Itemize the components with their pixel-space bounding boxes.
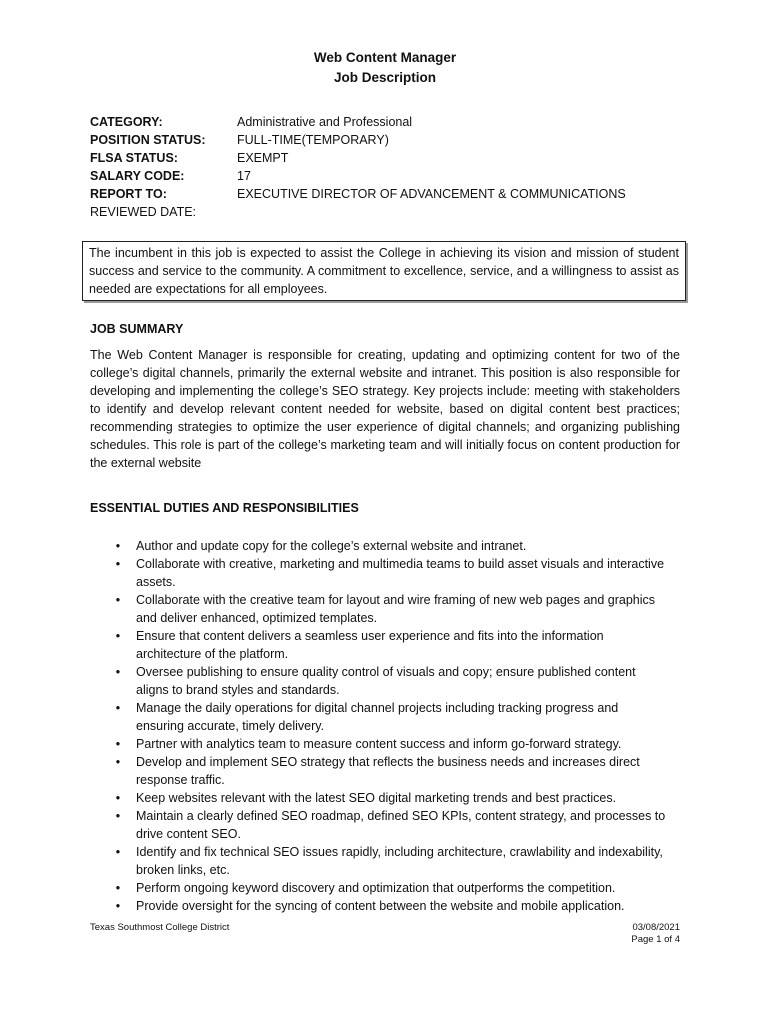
meta-value: EXECUTIVE DIRECTOR OF ADVANCEMENT & COMMUNICATIONS [237,187,626,201]
meta-value [237,203,690,221]
duty-text: Partner with analytics team to measure content success and inform go-forward strategy. [136,737,622,751]
bullet-icon: • [115,737,121,751]
list-item [90,591,666,627]
title-block [0,48,770,88]
footer-date: 03/08/2021 [632,922,680,933]
bullet-icon: • [115,755,121,769]
job-summary-text: The Web Content Manager is responsible for creating, updating and optimizing content for two of the college’s digital channels, primarily the external website and intranet. This position is also responsible for developing and implementing the college’s SEO strategy. Key projects include: meeting with stakeholders to identify and develop relevant content needed for website, based on digital content best practices; recommending strategies to optimize the user experience of digital channels; and organizing publishing schedules. This role is part of the college’s marketing team and will initially focus on content production for the external website [90,348,680,470]
meta-label: CATEGORY: [90,115,163,129]
list-item [90,663,666,699]
job-meta-table [90,113,690,221]
duty-text: Collaborate with creative, marketing and multimedia teams to build asset visuals and interactive assets. [136,557,665,589]
duty-text: Perform ongoing keyword discovery and optimization that outperforms the competition. [136,881,616,895]
bullet-icon: • [115,791,121,805]
meta-label: REPORT TO: [90,187,167,201]
duties-heading: ESSENTIAL DUTIES AND RESPONSIBILITIES [90,501,359,515]
duty-text: Provide oversight for the syncing of content between the website and mobile application. [136,899,625,913]
footer-right-block [560,922,680,946]
meta-label: FLSA STATUS: [90,151,178,165]
duty-text: Author and update copy for the college’s external website and intranet. [136,539,527,553]
duty-text: Identify and fix technical SEO issues rapidly, including architecture, crawlability and indexability, broken links, etc. [136,845,663,877]
duty-text: Manage the daily operations for digital channel projects including tracking progress and ensuring accurate, timely delivery. [136,701,619,733]
duty-text: Collaborate with the creative team for layout and wire framing of new web pages and graphics and deliver enhanced, optimized templates. [136,593,656,625]
bullet-icon: • [115,629,121,643]
meta-value: EXEMPT [237,151,289,165]
duty-text: Oversee publishing to ensure quality control of visuals and copy; ensure published content aligns to brand styles and standards. [136,665,636,697]
list-item [90,699,666,735]
bullet-icon: • [115,539,121,553]
meta-value: FULL-TIME(TEMPORARY) [237,133,389,147]
duty-text: Develop and implement SEO strategy that reflects the business needs and increases direct response traffic. [136,755,640,787]
duty-text: Keep websites relevant with the latest SEO digital marketing trends and best practices. [136,791,617,805]
meta-label: SALARY CODE: [90,169,185,183]
duty-text: Maintain a clearly defined SEO roadmap, defined SEO KPIs, content strategy, and processes to drive content SEO. [136,809,666,841]
meta-value: 17 [237,169,251,183]
bullet-icon: • [115,593,121,607]
duties-list [90,537,680,915]
list-item [90,753,666,789]
meta-row-reviewed-date [90,203,690,221]
document-title: Web Content Manager [313,50,457,65]
list-item [90,879,666,897]
expectations-notice-box: The incumbent in this job is expected to assist the College in achieving its vision and mission of student success and service to the community. A commitment to excellence, service, and a willingness to assist as needed are expectations for all employees. [82,241,686,301]
bullet-icon: • [115,881,121,895]
list-item [90,843,666,879]
bullet-icon: • [115,899,121,913]
list-item [90,807,666,843]
meta-row-salary-code [90,167,690,185]
list-item [90,789,666,807]
bullet-icon: • [115,557,121,571]
list-item [90,627,666,663]
bullet-icon: • [115,845,121,859]
bullet-icon: • [115,809,121,823]
job-summary-heading: JOB SUMMARY [90,322,184,336]
list-item [90,897,666,915]
duty-text: Ensure that content delivers a seamless user experience and fits into the information architecture of the platform. [136,629,604,661]
meta-row-position-status [90,131,690,149]
bullet-icon: • [115,665,121,679]
list-item [90,735,666,753]
meta-value: Administrative and Professional [237,115,413,129]
bullet-icon: • [115,701,121,715]
document-subtitle: Job Description [333,70,436,85]
meta-row-category [90,113,690,131]
list-item [90,537,666,555]
meta-row-flsa-status [90,149,690,167]
meta-label: REVIEWED DATE: [90,205,197,219]
meta-row-report-to [90,185,690,203]
footer-page-number: Page 1 of 4 [631,934,680,945]
list-item [90,555,666,591]
meta-label: POSITION STATUS: [90,133,206,147]
footer-organization: Texas Southmost College District [90,922,230,933]
